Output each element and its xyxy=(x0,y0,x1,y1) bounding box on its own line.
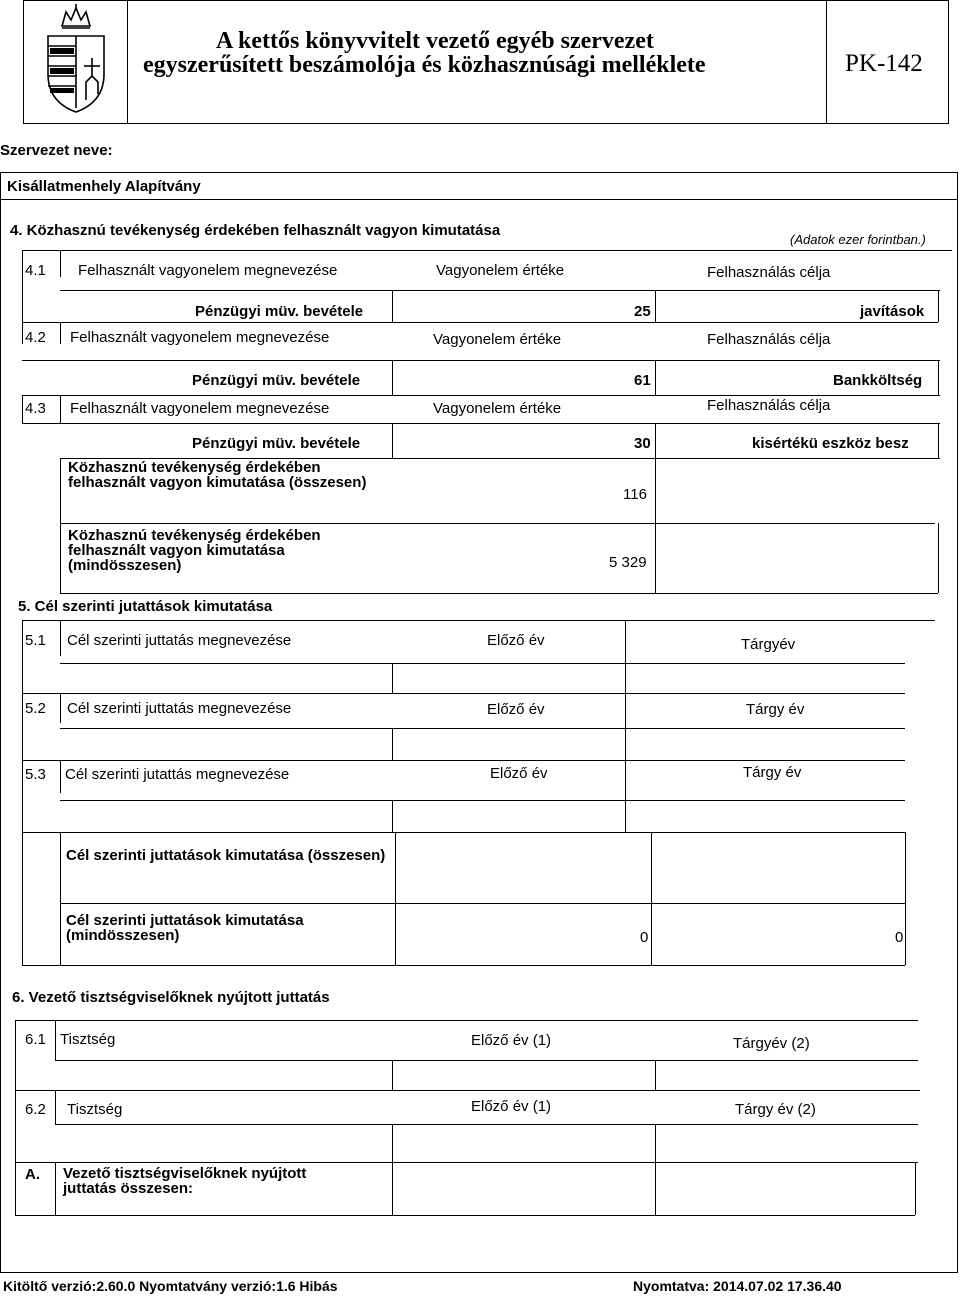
item-5-2-curr-div xyxy=(625,693,626,760)
item-6-2-row-rule xyxy=(55,1124,918,1125)
item-5-1-col-div xyxy=(60,620,61,656)
item-5-2-label: Cél szerinti juttatás megnevezése xyxy=(67,700,292,717)
item-4-2-label: Felhasznált vagyonelem megnevezése xyxy=(70,329,330,346)
item-4-2-purpose[interactable]: Bankköltség xyxy=(833,372,923,389)
sec4-total-label: Közhasznú tevékenység érdekében felhasznált vagyon kimutatása (összesen) xyxy=(68,459,367,491)
item-6-2-curr-header: Tárgy év (2) xyxy=(735,1101,816,1118)
item-4-2-value-header: Vagyonelem értéke xyxy=(433,331,562,348)
item-4-1-right-edge xyxy=(938,290,939,322)
item-6-2-curr-div xyxy=(655,1124,656,1162)
item-6-2-prev-div xyxy=(392,1124,393,1162)
item-6-1-curr-header: Tárgyév (2) xyxy=(733,1035,810,1052)
item-4-1-row-rule xyxy=(60,290,940,291)
sec5-grand-total-label: Cél szerinti juttatások kimutatása (mindösszesen) xyxy=(66,912,304,944)
item-4-2-value[interactable]: 61 xyxy=(634,372,651,389)
page-frame-left xyxy=(0,200,1,1272)
item-4-2-number: 4.2 xyxy=(25,329,46,346)
item-5-2-curr-header: Tárgy év xyxy=(746,701,805,718)
item-5-2-prev-header: Előző év xyxy=(487,701,545,718)
org-name-value: Kisállatmenhely Alapítvány xyxy=(7,178,201,195)
sec6-total-curr-div xyxy=(655,1162,656,1215)
item-4-1-val-div-l xyxy=(392,290,393,322)
sec6-total-number: A. xyxy=(25,1166,40,1183)
item-5-1-prev-header: Előző év xyxy=(487,632,545,649)
item-5-2-row-rule xyxy=(60,728,905,729)
item-4-1-col-div xyxy=(60,250,61,277)
item-4-3-label: Felhasznált vagyonelem megnevezése xyxy=(70,400,330,417)
item-6-1-label: Tisztség xyxy=(60,1031,116,1048)
header-divider-right xyxy=(826,0,827,124)
item-4-3-number: 4.3 xyxy=(25,400,46,417)
form-title-line1: A kettős könyvvitelt vezető egyéb szervezet xyxy=(216,28,654,54)
sec4-total-bottom xyxy=(655,523,935,524)
item-4-1-number: 4.1 xyxy=(25,262,46,279)
sec5-total-bottom xyxy=(60,903,905,904)
sec4-3-frame-left xyxy=(22,395,23,423)
item-4-1-purpose-header: Felhasználás célja xyxy=(707,264,831,281)
item-5-2-number: 5.2 xyxy=(25,700,46,717)
item-6-2-number: 6.2 xyxy=(25,1101,46,1118)
item-5-3-row-rule xyxy=(60,800,905,801)
item-4-3-val-div-r xyxy=(655,423,656,523)
sec6-total-bottom xyxy=(15,1215,915,1216)
sec5-total-label: Cél szerinti juttatások kimutatása (összesen) xyxy=(66,847,386,864)
item-6-2-label: Tisztség xyxy=(67,1101,123,1118)
item-4-3-name[interactable]: Pénzügyi müv. bevétele xyxy=(192,435,361,452)
section6-heading: 6. Vezető tisztségviselőknek nyújtott juttatás xyxy=(12,989,330,1006)
item-4-2-name[interactable]: Pénzügyi müv. bevétele xyxy=(192,372,361,389)
sec6-frame-left xyxy=(15,1020,16,1215)
sec5-total-prev-div xyxy=(395,832,396,965)
item-5-1-label: Cél szerinti juttatás megnevezése xyxy=(67,632,292,649)
sec4-rule-top xyxy=(22,250,952,251)
item-4-3-value[interactable]: 30 xyxy=(634,435,651,452)
item-4-2-val-div-l xyxy=(392,360,393,395)
item-5-3-number: 5.3 xyxy=(25,766,46,783)
item-5-3-prev-header: Előző év xyxy=(490,765,548,782)
footer-version: Kitöltő verzió:2.60.0 Nyomtatvány verzió:1.6 Hibás xyxy=(3,1278,338,1294)
unit-note: (Adatok ezer forintban.) xyxy=(790,232,926,247)
sec4-grand-val-div xyxy=(655,523,656,593)
item-6-2-bottom xyxy=(15,1162,918,1163)
item-4-3-row-rule-top xyxy=(22,395,940,396)
item-4-1-name[interactable]: Pénzügyi müv. bevétele xyxy=(195,303,364,320)
sec5-total-right xyxy=(905,832,906,965)
org-name-label: Szervezet neve: xyxy=(0,142,113,159)
item-4-1-label: Felhasznált vagyonelem megnevezése xyxy=(78,262,338,279)
item-4-2-row-rule xyxy=(22,360,940,361)
sec4-total-left xyxy=(60,458,61,594)
item-6-1-row-rule xyxy=(55,1060,918,1061)
sec4-grand-top xyxy=(60,523,655,524)
sec5-total-left xyxy=(60,832,61,965)
item-4-3-purpose[interactable]: kisértékü eszköz besz xyxy=(752,435,909,452)
item-5-2-col-div xyxy=(60,693,61,723)
item-5-2-bottom xyxy=(22,760,905,761)
footer-printed: Nyomtatva: 2014.07.02 17.36.40 xyxy=(633,1278,842,1294)
item-4-3-val-div-l xyxy=(392,423,393,458)
sec5-grand-total-curr[interactable]: 0 xyxy=(895,929,904,946)
item-6-1-number: 6.1 xyxy=(25,1031,46,1048)
sec4-frame-left xyxy=(22,250,23,344)
item-6-1-prev-header: Előző év (1) xyxy=(471,1032,552,1049)
form-title-line2: egyszerűsített beszámolója és közhasznúsági melléklete xyxy=(143,52,706,78)
item-5-1-curr-div xyxy=(625,620,626,693)
item-4-2-purpose-header: Felhasználás célja xyxy=(707,331,831,348)
item-5-3-prev-div xyxy=(392,800,393,832)
item-4-3-col-div xyxy=(60,395,61,423)
item-6-1-bottom xyxy=(15,1090,920,1091)
page-frame-bottom xyxy=(0,1272,958,1273)
item-5-1-row-rule xyxy=(60,663,905,664)
sec4-grand-bottom xyxy=(60,593,938,594)
page-frame-right xyxy=(957,200,958,1272)
item-5-3-col-div xyxy=(60,760,61,793)
item-4-3-purpose-header: Felhasználás célja xyxy=(707,397,831,414)
item-4-2-right-edge xyxy=(938,360,939,395)
item-5-3-curr-header: Tárgy év xyxy=(743,764,802,781)
item-5-1-number: 5.1 xyxy=(25,632,46,649)
sec4-total-value[interactable]: 116 xyxy=(623,486,647,503)
sec4-grand-total-label: Közhasznú tevékenység érdekében felhasznált vagyon kimutatása (mindösszesen) xyxy=(68,527,321,574)
form-code: PK-142 xyxy=(845,50,923,77)
item-5-1-bottom xyxy=(22,693,905,694)
sec5-grand-total-prev[interactable]: 0 xyxy=(640,929,649,946)
item-5-2-prev-div xyxy=(392,728,393,760)
sec6-total-label: Vezető tisztségviselőknek nyújtott juttatás összesen: xyxy=(63,1165,307,1197)
sec5-rule-top xyxy=(22,620,935,621)
item-5-1-prev-div xyxy=(392,663,393,693)
item-6-2-col-div xyxy=(55,1090,56,1124)
item-6-1-prev-div xyxy=(392,1060,393,1090)
item-4-3-row-rule xyxy=(22,423,940,424)
sec6-total-prev-div xyxy=(392,1162,393,1215)
sec4-total-right xyxy=(938,523,939,593)
sec6-total-right xyxy=(915,1162,916,1215)
item-4-1-value-header: Vagyonelem értéke xyxy=(436,262,565,279)
sec5-frame-left xyxy=(22,620,23,965)
sec6-rule-top xyxy=(15,1020,918,1021)
section4-heading: 4. Közhasznú tevékenység érdekében felhasznált vagyon kimutatása xyxy=(10,222,501,239)
item-5-3-label: Cél szerinti jutattás megnevezése xyxy=(65,766,290,783)
item-4-1-purpose[interactable]: javítások xyxy=(860,303,925,320)
sec4-grand-total-value[interactable]: 5 329 xyxy=(609,554,647,571)
item-5-1-curr-header: Tárgyév xyxy=(741,636,796,653)
item-4-1-val-div-r xyxy=(655,290,656,322)
item-4-2-row-rule-top xyxy=(22,322,938,323)
item-4-3-right-edge xyxy=(938,423,939,458)
item-6-2-prev-header: Előző év (1) xyxy=(471,1098,552,1115)
item-6-1-curr-div xyxy=(655,1060,656,1090)
coat-of-arms-icon xyxy=(40,4,112,120)
item-4-2-col-div xyxy=(60,322,61,344)
item-6-1-col-div xyxy=(55,1020,56,1060)
item-5-3-bottom xyxy=(22,832,905,833)
header-divider-left xyxy=(127,0,128,124)
item-4-2-val-div-r xyxy=(655,360,656,395)
item-4-3-value-header: Vagyonelem értéke xyxy=(433,400,562,417)
sec6-total-col-div xyxy=(55,1162,56,1215)
sec5-grand-bottom xyxy=(22,965,905,966)
sec5-total-curr-div xyxy=(651,832,652,965)
item-5-3-curr-div xyxy=(625,760,626,832)
section5-heading: 5. Cél szerinti jutattások kimutatása xyxy=(18,598,273,615)
item-4-1-value[interactable]: 25 xyxy=(634,303,651,320)
